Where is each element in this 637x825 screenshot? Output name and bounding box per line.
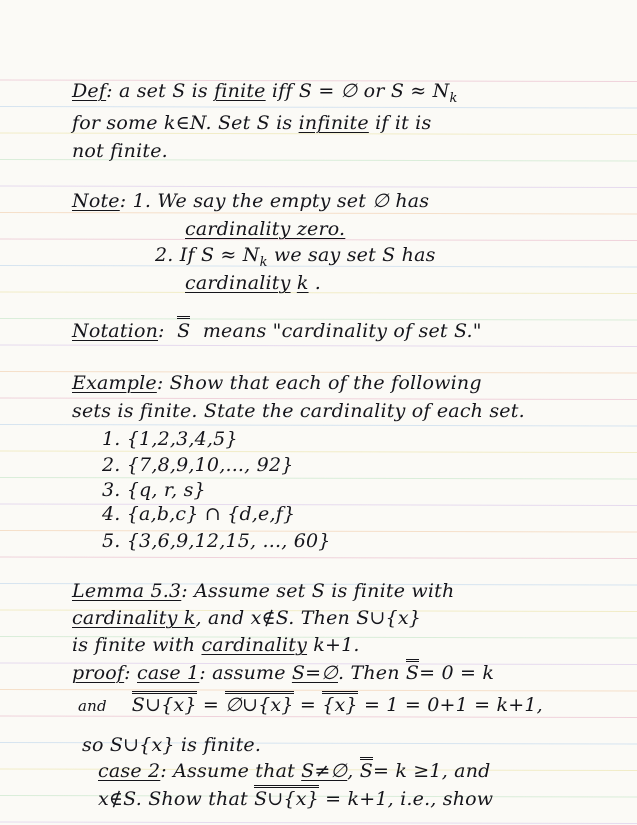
lemma-line-1: Lemma 5.3: Assume set S is finite with [72,580,455,602]
ruled-line [0,557,637,559]
lemma-line-2: cardinality k, and x∉S. Then S∪{x} [72,607,422,629]
ruled-line [0,213,637,215]
note-line-1: Note: 1. We say the empty set ∅ has [72,190,430,212]
note-line-4: cardinality k . [185,272,322,294]
ruled-line [0,345,637,347]
ruled-line [0,186,637,188]
example-line-1: Example: Show that each of the following [72,372,482,394]
cardinality-symbol: S [177,316,190,342]
notation-line: Notation: S means "cardinality of set S." [72,320,482,342]
example-item-5: 5. {3,6,9,12,15, ..., 60} [102,530,331,552]
example-item-1: 1. {1,2,3,4,5} [102,428,238,450]
note-line-2: cardinality zero. [185,218,346,240]
ruled-line [0,478,637,480]
definition-line-1: Def: a set S is finite iff S = ∅ or $S \approx N_k$ [72,80,458,106]
example-item-3: 3. {q, r, s} [102,479,206,501]
infinite-term: infinite [298,112,369,134]
example-line-2: sets is finite. State the cardinality of each set. [72,400,525,422]
proof-last-line: x∉S. Show that S∪{x} = k+1, i.e., show [98,788,493,810]
lemma-label: Lemma 5.3 [72,580,182,602]
lemma-line-3: is finite with cardinality k+1. [72,634,360,656]
notation-label: Notation [72,320,159,342]
example-label: Example [72,372,157,394]
ruled-line [0,451,637,453]
note-line-3: 2. If $S \approx N_k$ we say set S has [155,244,436,270]
example-item-2: 2. {7,8,9,10,..., 92} [102,454,294,476]
definition-line-2: for some k∈N. Set S is infinite if it is [72,112,432,134]
ruled-line [0,822,637,824]
definition-label: Def [72,80,107,102]
proof-label: proof [72,662,125,684]
ruled-line [0,504,637,506]
proof-so-line: so S∪{x} is finite. [82,734,262,756]
proof-equation-line: and S∪{x} = ∅∪{x} = {x} = 1 = 0+1 = k+1, [78,694,543,717]
definition-line-3: not finite. [72,140,168,162]
ruled-line [0,425,637,427]
example-item-4: 4. {a,b,c} ∩ {d,e,f} [102,503,296,525]
proof-case-1-line: proof: case 1: assume S=∅. Then S= 0 = k [72,662,494,684]
proof-case-2-line: case 2: Assume that S≠∅, S= k ≥1, and [98,760,491,782]
ruled-line [0,690,637,692]
finite-term: finite [214,80,266,102]
note-label: Note [72,190,120,212]
